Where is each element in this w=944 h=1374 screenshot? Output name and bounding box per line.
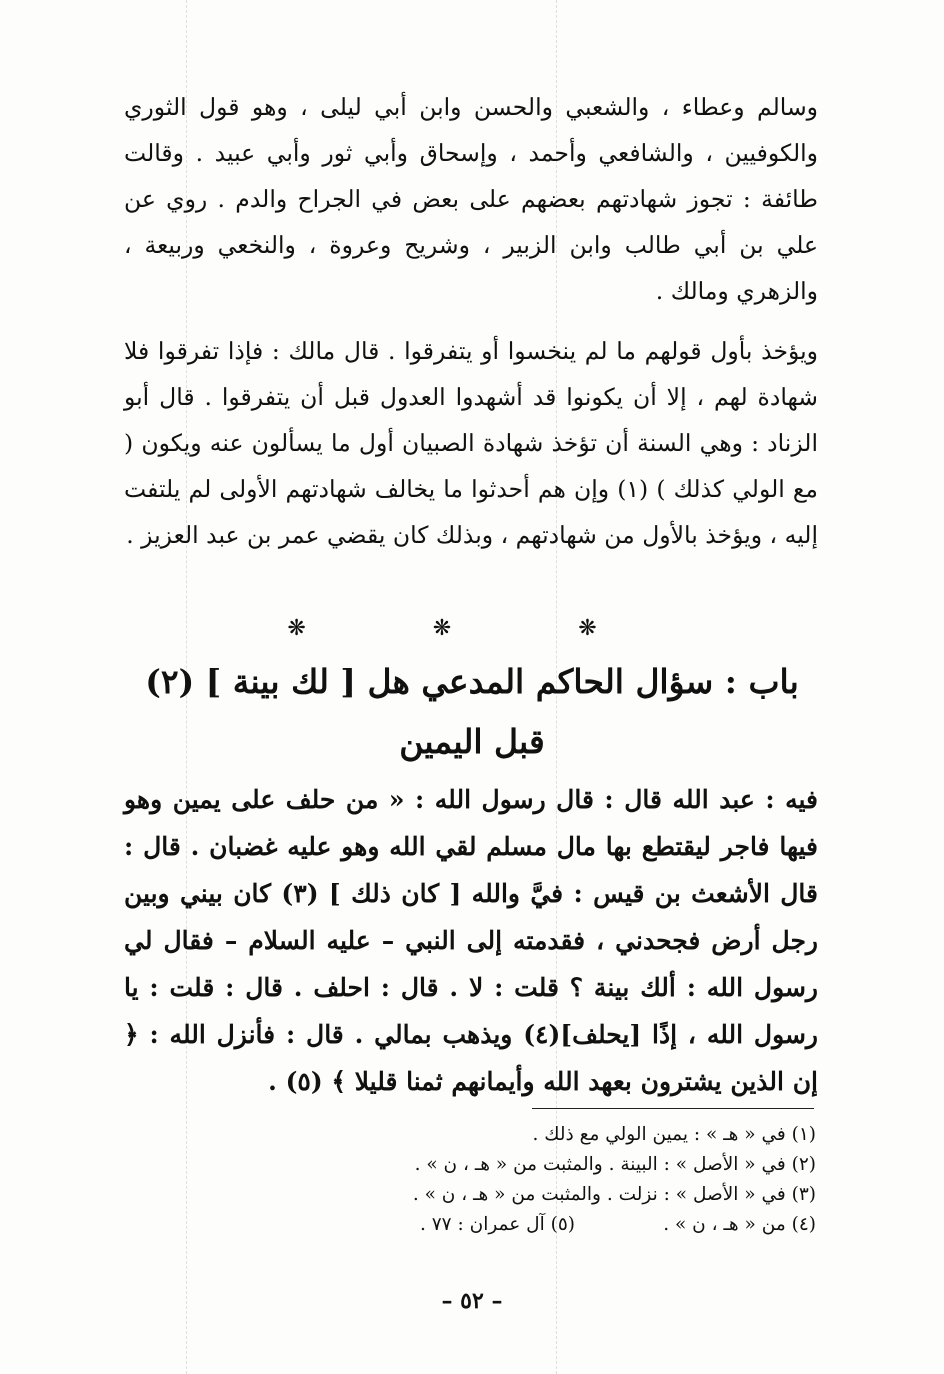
paragraph: وسالم وعطاء ، والشعبي والحسن وابن أبي ليلى ، وهو قول الثوري والكوفيين ، والشافعي وأحمد ، وإسحاق وأبي ثور وأبي عبيد . وقالت طائفة : تجوز شهادتهم بعضهم على بعض في الجراح والدم . روي عن علي بن أبي طالب وابن الزبير ، وشريح وعروة ، والنخعي وربيعة ، والزهري ومالك . (124, 93, 818, 305)
chapter-title-line-1: باب : سؤال الحاكم المدعي هل [ لك بينة ] (٢) (145, 662, 799, 701)
paragraph: ويؤخذ بأول قولهم ما لم ينخسوا أو يتفرقوا . قال مالك : فإذا تفرقوا فلا شهادة لهم ، إلا أن يكونوا قد أشهدوا العدول قبل أن يتفرقوا . قال أبو الزناد : وهي السنة أن تؤخذ شهادة الصبيان أول ما يسألون عنه ويكون ( مع الولي كذلك ) (١) وإن هم أحدثوا ما يخالف شهادتهم الأولى لم يلتفت إليه ، ويؤخذ بالأول من شهادتهم ، وبذلك كان يقضي عمر بن عبد العزيز . (124, 337, 818, 549)
section-separator: ❋ ❋ ❋ (287, 616, 657, 641)
hadith-text: فيه : عبد الله قال : قال رسول الله : « من حلف على يمين وهو فيها فاجر ليقتطع بها مال مسلم لقي الله وهو عليه غضبان . قال : قال الأشعث بن قيس : فيَّ والله [ كان ذلك ] (٣) كان بيني وبين رجل أرض فجحدني ، فقدمته إلى النبي – عليه السلام – فقال لي رسول الله : ألك بينة ؟ قلت : لا . قال : احلف . قال : قلت : يا رسول الله ، إذًا [يحلف](٤) ويذهب بمالي . قال : فأنزل الله : ﴿ إن الذين يشترون بعهد الله وأيمانهم ثمنا قليلا ﴾ (٥) . (124, 785, 818, 1096)
footnote-divider (532, 1108, 814, 1109)
paragraph-block-1 (124, 84, 818, 314)
paragraph-block-2 (124, 328, 818, 558)
chapter-body (124, 776, 818, 1105)
page-number: – ٥٢ – (441, 1288, 503, 1314)
chapter-title-line-2: قبل اليمين (399, 722, 545, 761)
footnote-4-5: (٤) من « هـ ، ن » . (٥) آل عمران : ٧٧ . (419, 1214, 816, 1235)
footnote-3: (٣) في « الأصل » : نزلت . والمثبت من « هـ ، ن » . (412, 1184, 816, 1205)
footnote-2: (٢) في « الأصل » : البينة . والمثبت من « هـ ، ن » . (414, 1154, 816, 1175)
footnote-1: (١) في « هـ » : يمين الولي مع ذلك . (532, 1124, 816, 1145)
